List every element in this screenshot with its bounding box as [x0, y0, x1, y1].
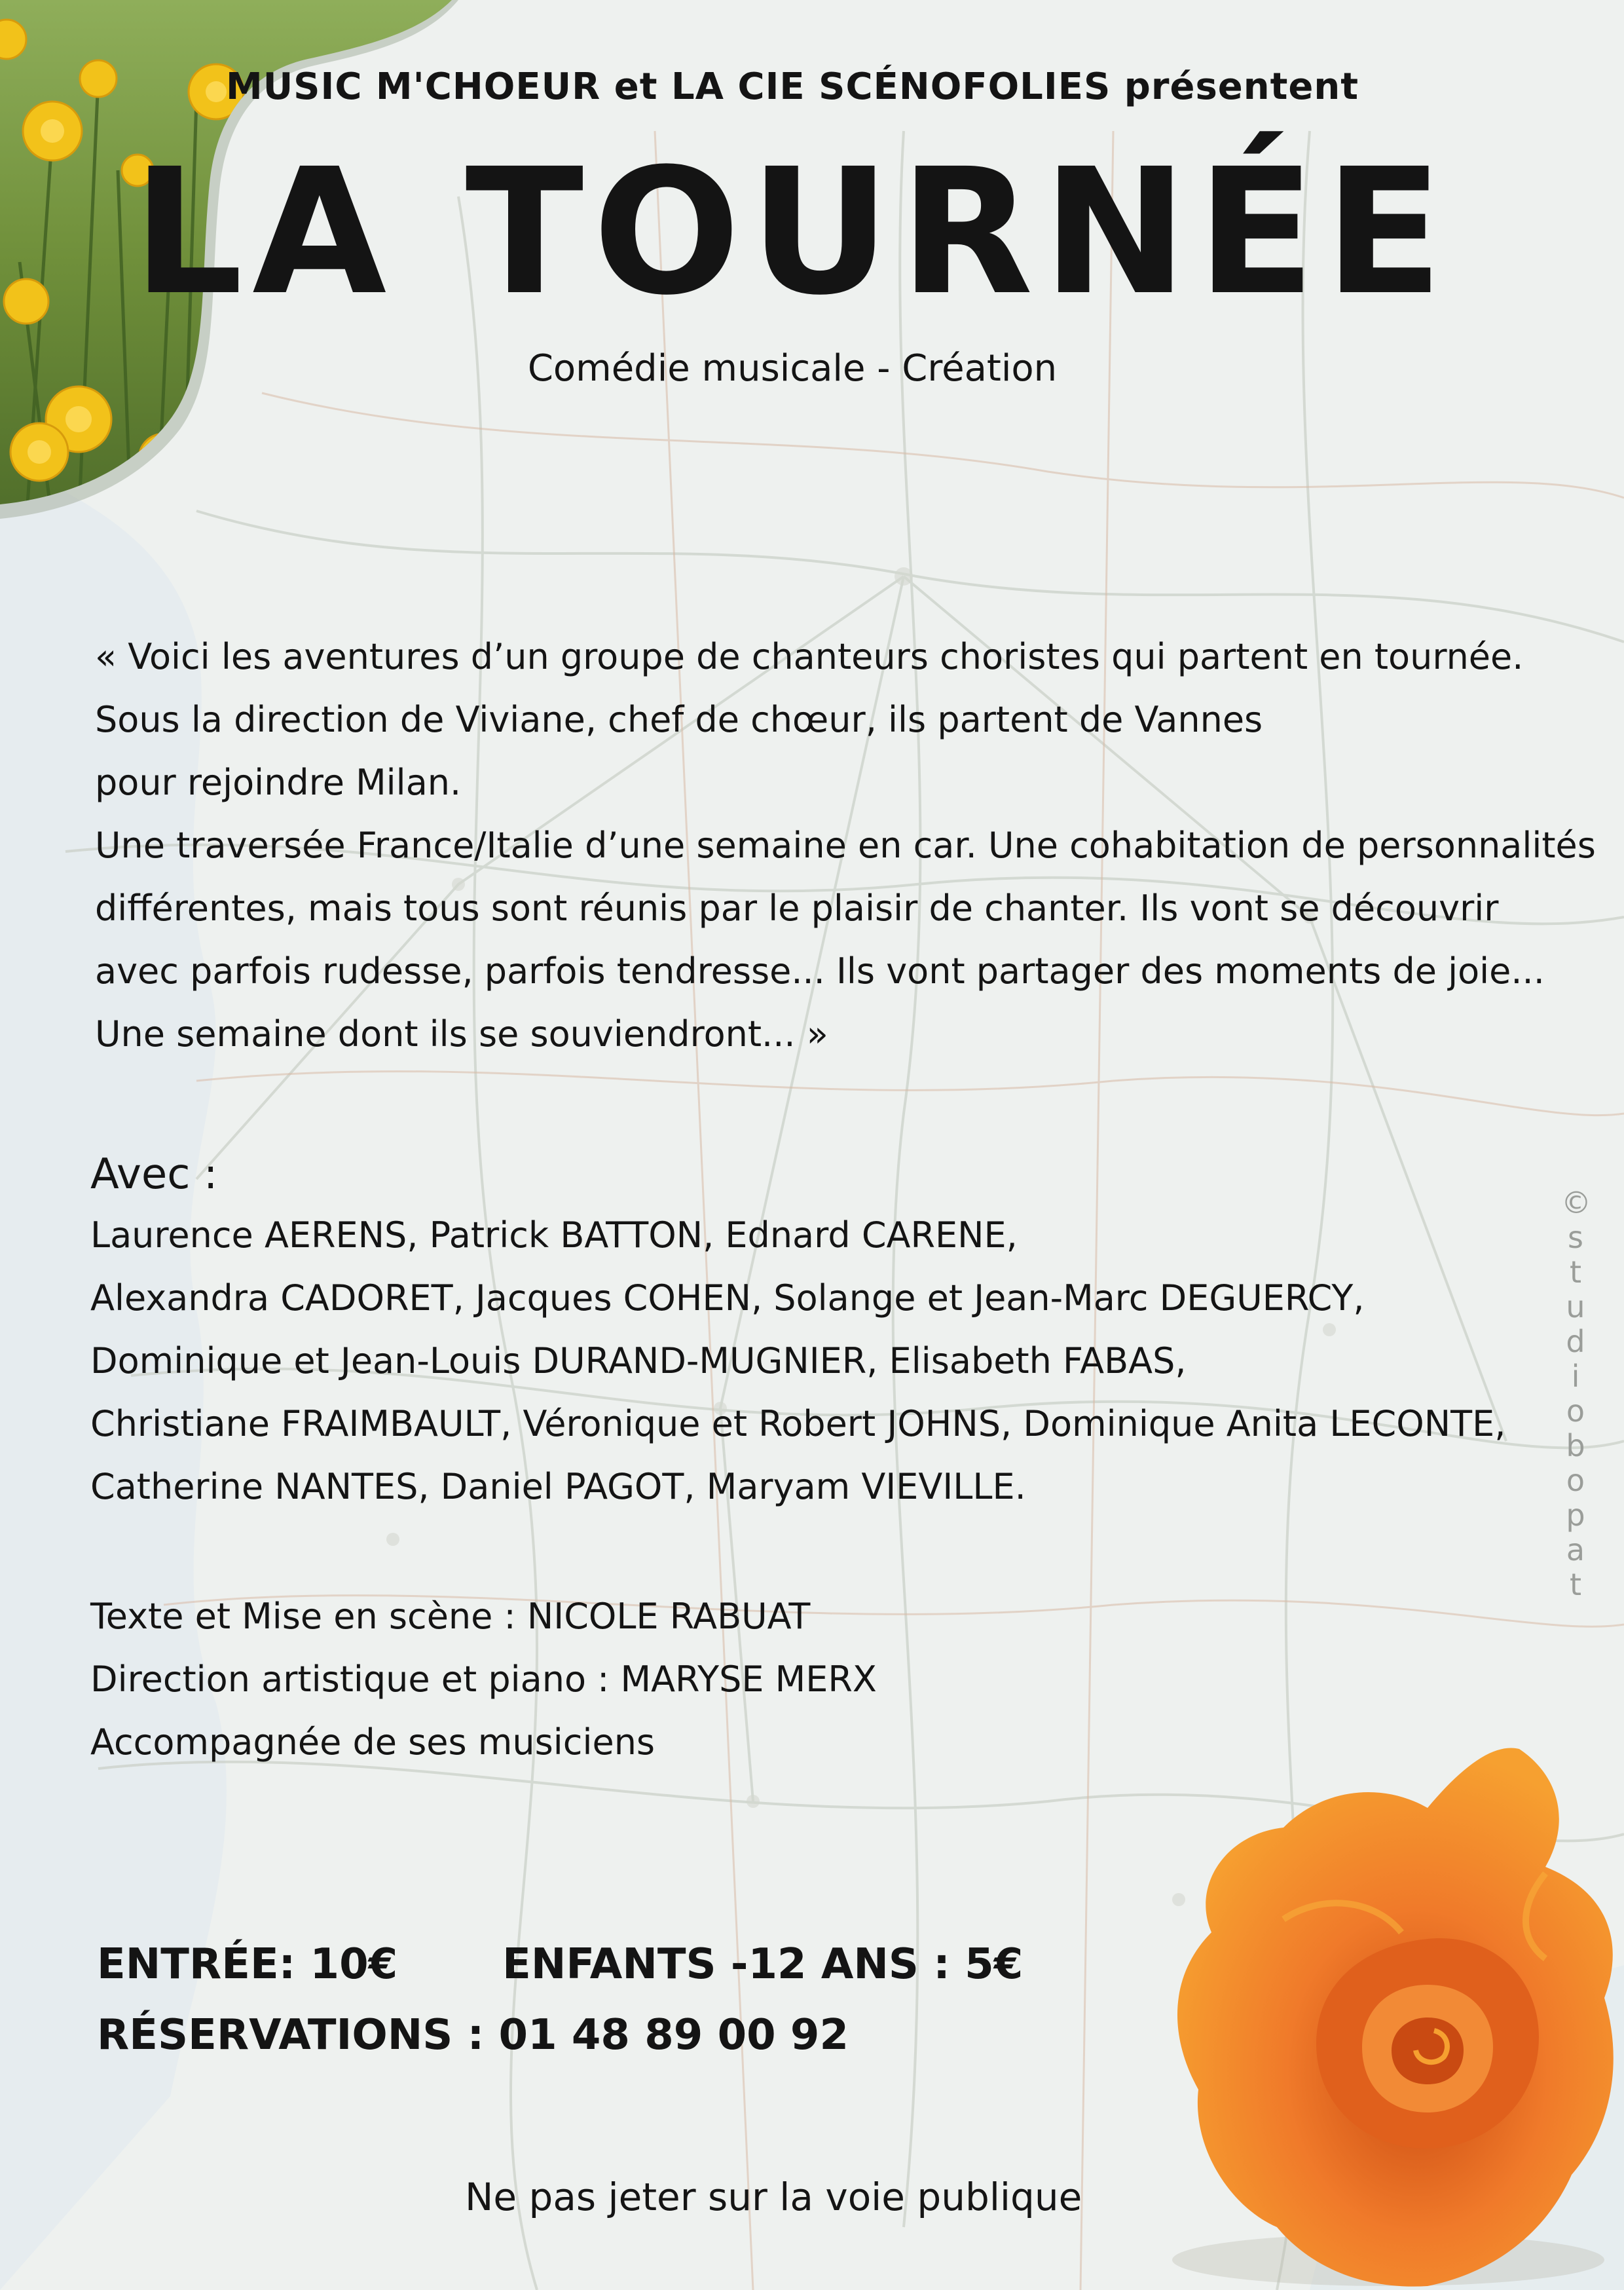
synopsis-line: Sous la direction de Viviane, chef de chœur, ils partent de Vannes	[95, 699, 1263, 740]
synopsis-line: Une semaine dont ils se souviendront... »	[95, 1013, 828, 1055]
photo-credit	[1561, 1186, 1590, 1602]
entry-price: ENTRÉE: 10€	[97, 1940, 398, 1989]
cast-line: Dominique et Jean-Louis DURAND-MUGNIER, Elisabeth FABAS,	[90, 1340, 1187, 1381]
credit-char: s	[1568, 1220, 1583, 1255]
credit-char: d	[1566, 1324, 1585, 1359]
synopsis-line: pour rejoindre Milan.	[95, 762, 462, 803]
cast-line: Christiane FRAIMBAULT, Véronique et Robert JOHNS, Dominique Anita LECONTE,	[90, 1403, 1506, 1444]
credit-char: ©	[1561, 1185, 1591, 1220]
cast-line: Catherine NANTES, Daniel PAGOT, Maryam VIEVILLE.	[90, 1466, 1026, 1507]
synopsis-line: avec parfois rudesse, parfois tendresse... Ils vont partager des moments de joie...	[95, 950, 1545, 992]
synopsis	[95, 626, 1596, 1066]
credit-char: b	[1566, 1428, 1585, 1463]
footer-notice: Ne pas jeter sur la voie publique	[465, 2175, 1082, 2219]
cast-list	[90, 1204, 1505, 1518]
price-row	[97, 1929, 1023, 2000]
cast-heading: Avec :	[90, 1150, 218, 1199]
credit-char: p	[1566, 1497, 1585, 1533]
credit-char: t	[1569, 1254, 1582, 1290]
credit-char: o	[1566, 1463, 1585, 1498]
synopsis-line: « Voici les aventures d’un groupe de chanteurs choristes qui partent en tournée.	[95, 636, 1524, 677]
credit-line-music-direction: Direction artistique et piano : MARYSE MERX	[90, 1659, 877, 1700]
synopsis-line: Une traversée France/Italie d’une semaine en car. Une cohabitation de personnalités	[95, 825, 1596, 866]
credit-line-musicians: Accompagnée de ses musiciens	[90, 1721, 655, 1763]
pricing	[97, 1929, 1023, 2071]
credit-char: t	[1569, 1567, 1582, 1602]
credit-char: i	[1571, 1359, 1580, 1394]
children-price: ENFANTS -12 ANS : 5€	[502, 1940, 1024, 1989]
synopsis-line: différentes, mais tous sont réunis par le plaisir de chanter. Ils vont se découvrir	[95, 888, 1499, 929]
credit-line-text-staging: Texte et Mise en scène : NICOLE RABUAT	[90, 1596, 811, 1637]
credits	[90, 1585, 877, 1774]
credit-char: a	[1566, 1532, 1585, 1567]
credit-char: o	[1566, 1393, 1585, 1429]
reservations-phone: RÉSERVATIONS : 01 48 89 00 92	[97, 2011, 849, 2059]
presenters-line: MUSIC M'CHOEUR et LA CIE SCÉNOFOLIES présentent	[225, 66, 1359, 108]
orange-rose-image	[1153, 1723, 1624, 2290]
credit-char: u	[1566, 1289, 1585, 1324]
show-subtitle: Comédie musicale - Création	[527, 347, 1058, 390]
cast-line: Laurence AERENS, Patrick BATTON, Ednard CARENE,	[90, 1214, 1018, 1256]
show-title: LA TOURNÉE	[132, 132, 1452, 333]
cast-line: Alexandra CADORET, Jacques COHEN, Solange et Jean-Marc DEGUERCY,	[90, 1277, 1365, 1319]
